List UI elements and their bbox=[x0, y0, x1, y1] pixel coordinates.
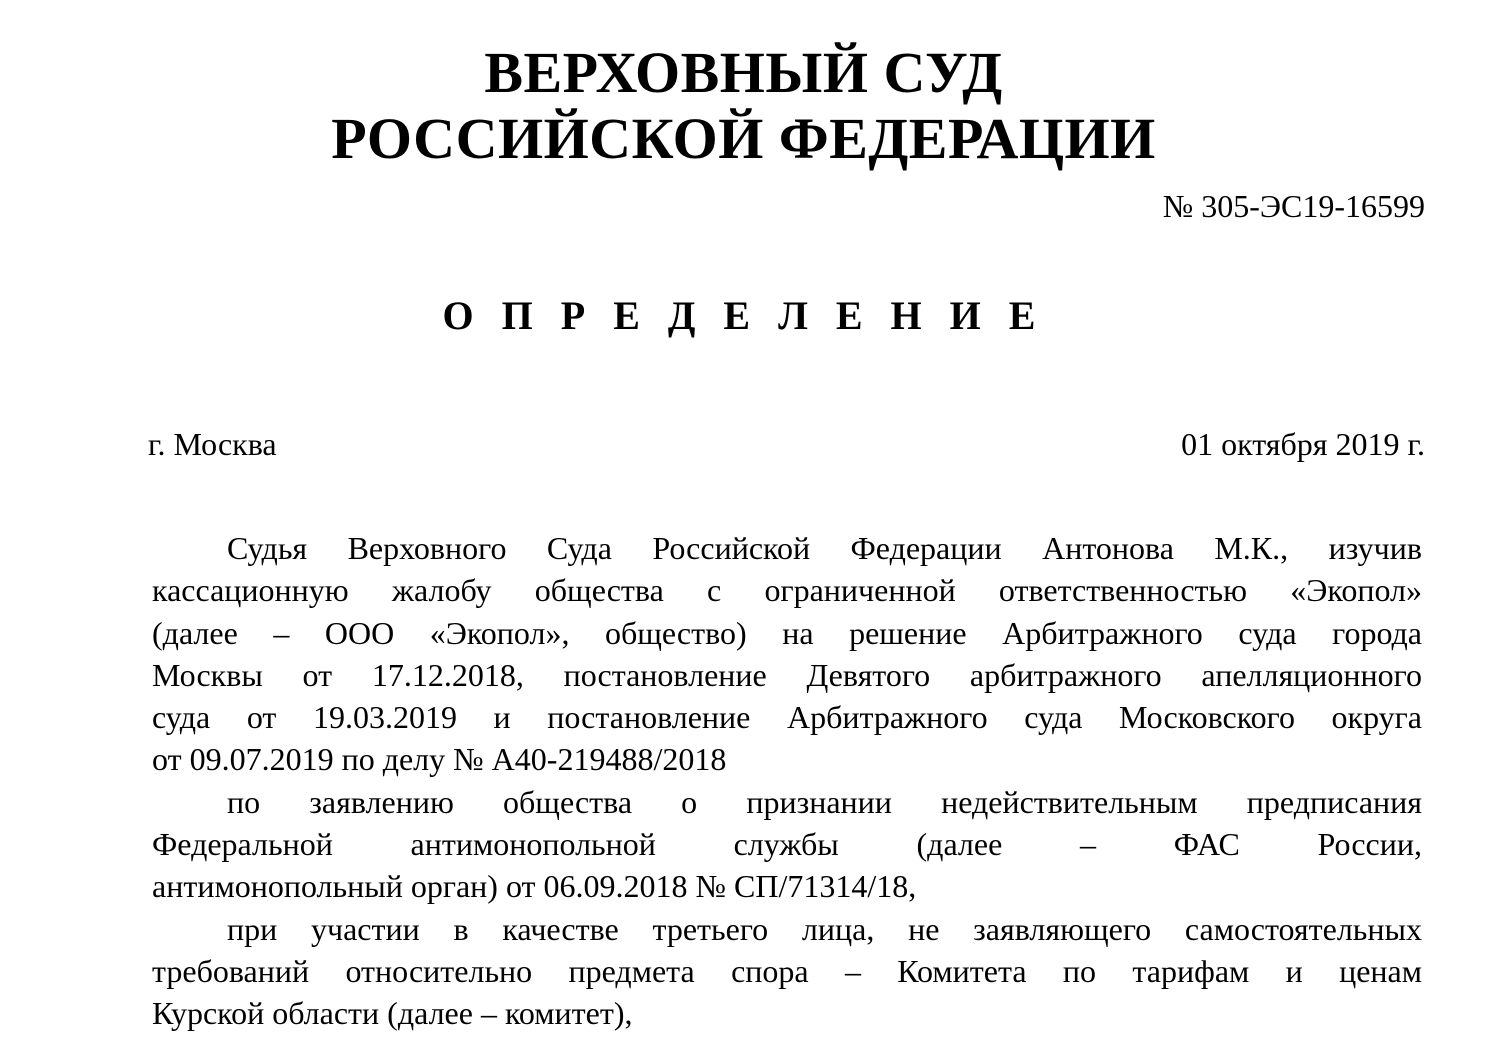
body-line: антимонопольный орган) от 06.09.2018 № СП/71314/18, bbox=[152, 868, 917, 905]
body-text bbox=[152, 527, 1422, 1035]
place-of-issue: г. Москва bbox=[148, 426, 277, 462]
body-line: при участии в качестве третьего лица, не заявляющего самостоятельных bbox=[227, 910, 1422, 947]
body-line: Судья Верховного Суда Российской Федерации Антонова М.К., изучив bbox=[227, 530, 1422, 566]
body-line: Курской области (далее – комитет), bbox=[152, 995, 633, 1032]
document-type-heading: О П Р Е Д Е Л Е Н И Е bbox=[442, 293, 1045, 338]
body-line: кассационную жалобу общества с ограниченной ответственностью «Экопол» bbox=[152, 572, 1422, 609]
date-of-issue: 01 октября 2019 г. bbox=[1181, 426, 1425, 462]
body-line: Федеральной антимонопольной службы (далее – ФАС России, bbox=[152, 826, 1422, 863]
body-line: от 09.07.2019 по делу № А40-219488/2018 bbox=[152, 741, 727, 778]
body-line: по заявлению общества о признании недействительным предписания bbox=[227, 783, 1422, 820]
case-number: № 305-ЭС19-16599 bbox=[1162, 188, 1425, 224]
body-line: требований относительно предмета спора – Комитета по тарифам и ценам bbox=[152, 952, 1422, 989]
court-name-line2: РОССИЙСКОЙ ФЕДЕРАЦИИ bbox=[331, 106, 1156, 171]
body-line: Москвы от 17.12.2018, постановление Девятого арбитражного апелляционного bbox=[152, 656, 1422, 693]
court-name-line1: ВЕРХОВНЫЙ СУД bbox=[484, 40, 1003, 105]
body-line: (далее – ООО «Экопол», общество) на решение Арбитражного суда города bbox=[152, 614, 1422, 651]
body-line: суда от 19.03.2019 и постановление Арбитражного суда Московского округа bbox=[152, 699, 1422, 736]
